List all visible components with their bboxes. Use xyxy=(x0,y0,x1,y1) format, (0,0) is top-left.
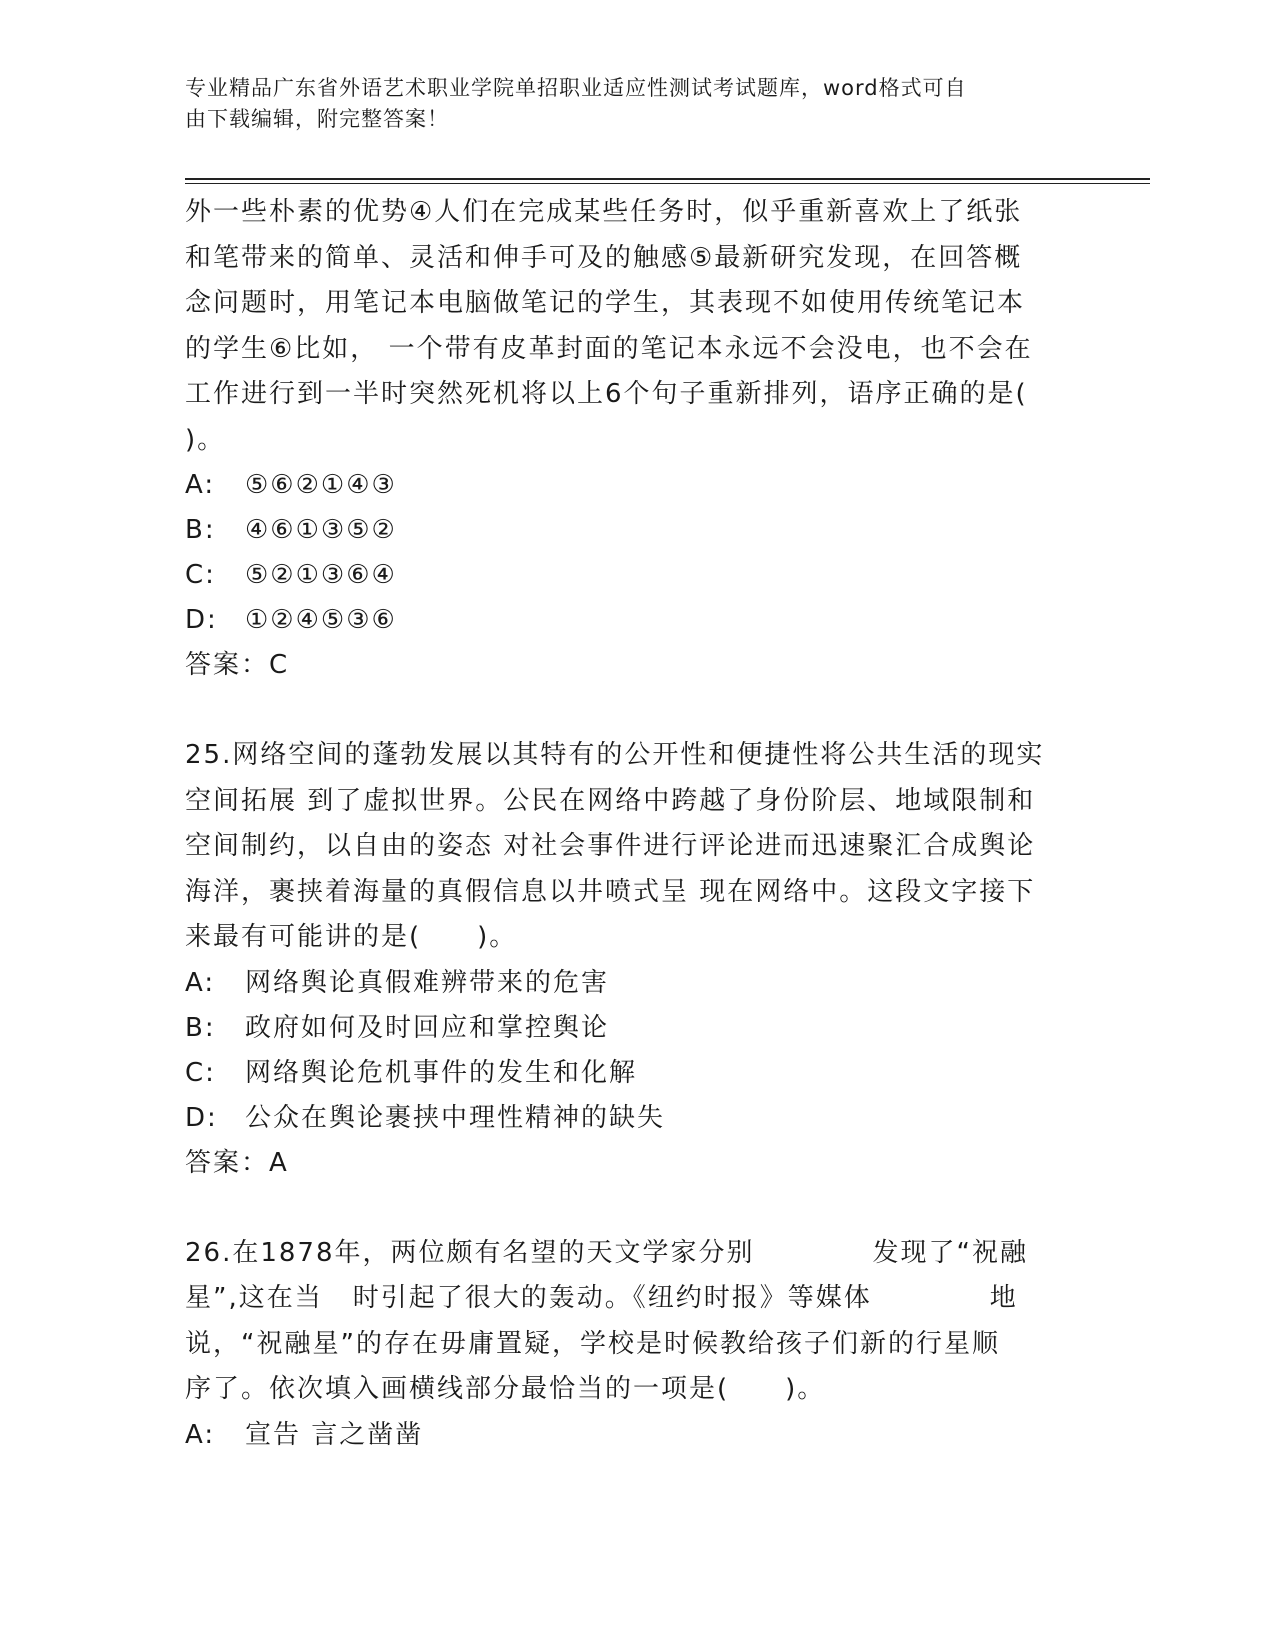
spacer xyxy=(185,1186,1070,1231)
option-text: 公众在舆论裹挟中理性精神的缺失 xyxy=(245,1102,666,1133)
text-line: 外一些朴素的优势④人们在完成某些任务时，似乎重新喜欢上了纸张 xyxy=(185,197,1023,227)
option-label: D: xyxy=(185,1102,218,1133)
text-segment: 地 xyxy=(989,1283,1018,1313)
question-26 xyxy=(185,1231,1070,1458)
option-label: C: xyxy=(185,1057,216,1088)
option-b xyxy=(185,1006,1070,1051)
option-c xyxy=(185,553,1070,598)
option-text: ⑤⑥②①④③ xyxy=(245,470,397,500)
text-line: 空间制约，以自由的姿态 对社会事件进行评论进而迅速聚汇合成舆论 xyxy=(185,831,1036,861)
answer: 答案：C xyxy=(185,650,290,680)
text-segment: 时引起了很大的轰动。《纽约时报》等媒体 xyxy=(352,1283,872,1313)
question-text xyxy=(185,1231,1070,1413)
option-label: C: xyxy=(185,560,216,590)
header-rule-thin xyxy=(185,183,1150,184)
document-body xyxy=(185,190,1070,1458)
option-label: D: xyxy=(185,605,218,635)
text-line: 工作进行到一半时突然死机将以上6个句子重新排列，语序正确的是( xyxy=(185,379,1028,409)
option-b xyxy=(185,508,1070,553)
option-c xyxy=(185,1051,1070,1096)
option-text: 网络舆论真假难辨带来的危害 xyxy=(245,967,610,998)
option-text: ⑤②①③⑥④ xyxy=(245,560,397,590)
question-text xyxy=(185,733,1070,961)
option-label: A: xyxy=(185,470,216,500)
text-line: )。 xyxy=(185,424,226,455)
text-line: 和笔带来的简单、灵活和伸手可及的触感⑤最新研究发现，在回答概 xyxy=(185,242,1023,273)
question-text xyxy=(185,190,1070,463)
option-d xyxy=(185,1096,1070,1141)
option-text: ①②④⑤③⑥ xyxy=(245,605,397,635)
text-segment: 26.在1878年，两位颇有名望的天文学家分别 xyxy=(185,1237,755,1268)
text-line: 海洋，裹挟着海量的真假信息以井喷式呈 现在网络中。这段文字接下 xyxy=(185,876,1036,907)
option-text: 网络舆论危机事件的发生和化解 xyxy=(245,1057,638,1088)
header-line-1: 专业精品广东省外语艺术职业学院单招职业适应性测试考试题库，word格式可自 xyxy=(185,76,967,100)
header-line-2: 由下载编辑，附完整答案！ xyxy=(185,107,449,131)
option-text: 宣告 言之凿凿 xyxy=(245,1419,424,1450)
option-a xyxy=(185,1413,1070,1458)
option-label: B: xyxy=(185,515,216,545)
text-line: 来最有可能讲的是( )。 xyxy=(185,922,518,952)
text-line: 说，“祝融星”的存在毋庸置疑，学校是时候教给孩子们新的行星顺 xyxy=(185,1328,1000,1359)
text-line: 空间拓展 到了虚拟世界。公民在网络中跨越了身份阶层、地域限制和 xyxy=(185,785,1036,816)
option-a xyxy=(185,961,1070,1006)
option-text: 政府如何及时回应和掌控舆论 xyxy=(245,1012,610,1043)
option-text: ④⑥①③⑤② xyxy=(245,515,397,545)
option-a xyxy=(185,463,1070,508)
text-line: 序了。依次填入画横线部分最恰当的一项是( )。 xyxy=(185,1374,826,1404)
option-label: A: xyxy=(185,967,216,998)
text-line xyxy=(185,1231,1070,1277)
option-label: B: xyxy=(185,1012,216,1043)
option-label: A: xyxy=(185,1419,216,1450)
text-segment: 发现了“祝融 xyxy=(872,1237,1029,1268)
text-line xyxy=(185,1276,1070,1322)
question-24 xyxy=(185,190,1070,688)
text-line: 25.网络空间的蓬勃发展以其特有的公开性和便捷性将公共生活的现实 xyxy=(185,740,1045,770)
answer: 答案：A xyxy=(185,1147,289,1178)
page-header xyxy=(185,73,1065,135)
option-d xyxy=(185,598,1070,643)
question-25 xyxy=(185,733,1070,1186)
header-rule-thick xyxy=(185,178,1150,180)
text-line: 念问题时，用笔记本电脑做笔记的学生，其表现不如使用传统笔记本 xyxy=(185,288,1026,318)
spacer xyxy=(185,688,1070,733)
text-segment: 星”,这在当 xyxy=(185,1283,323,1313)
text-line: 的学生⑥比如， 一个带有皮革封面的笔记本永远不会没电，也不会在 xyxy=(185,333,1033,364)
